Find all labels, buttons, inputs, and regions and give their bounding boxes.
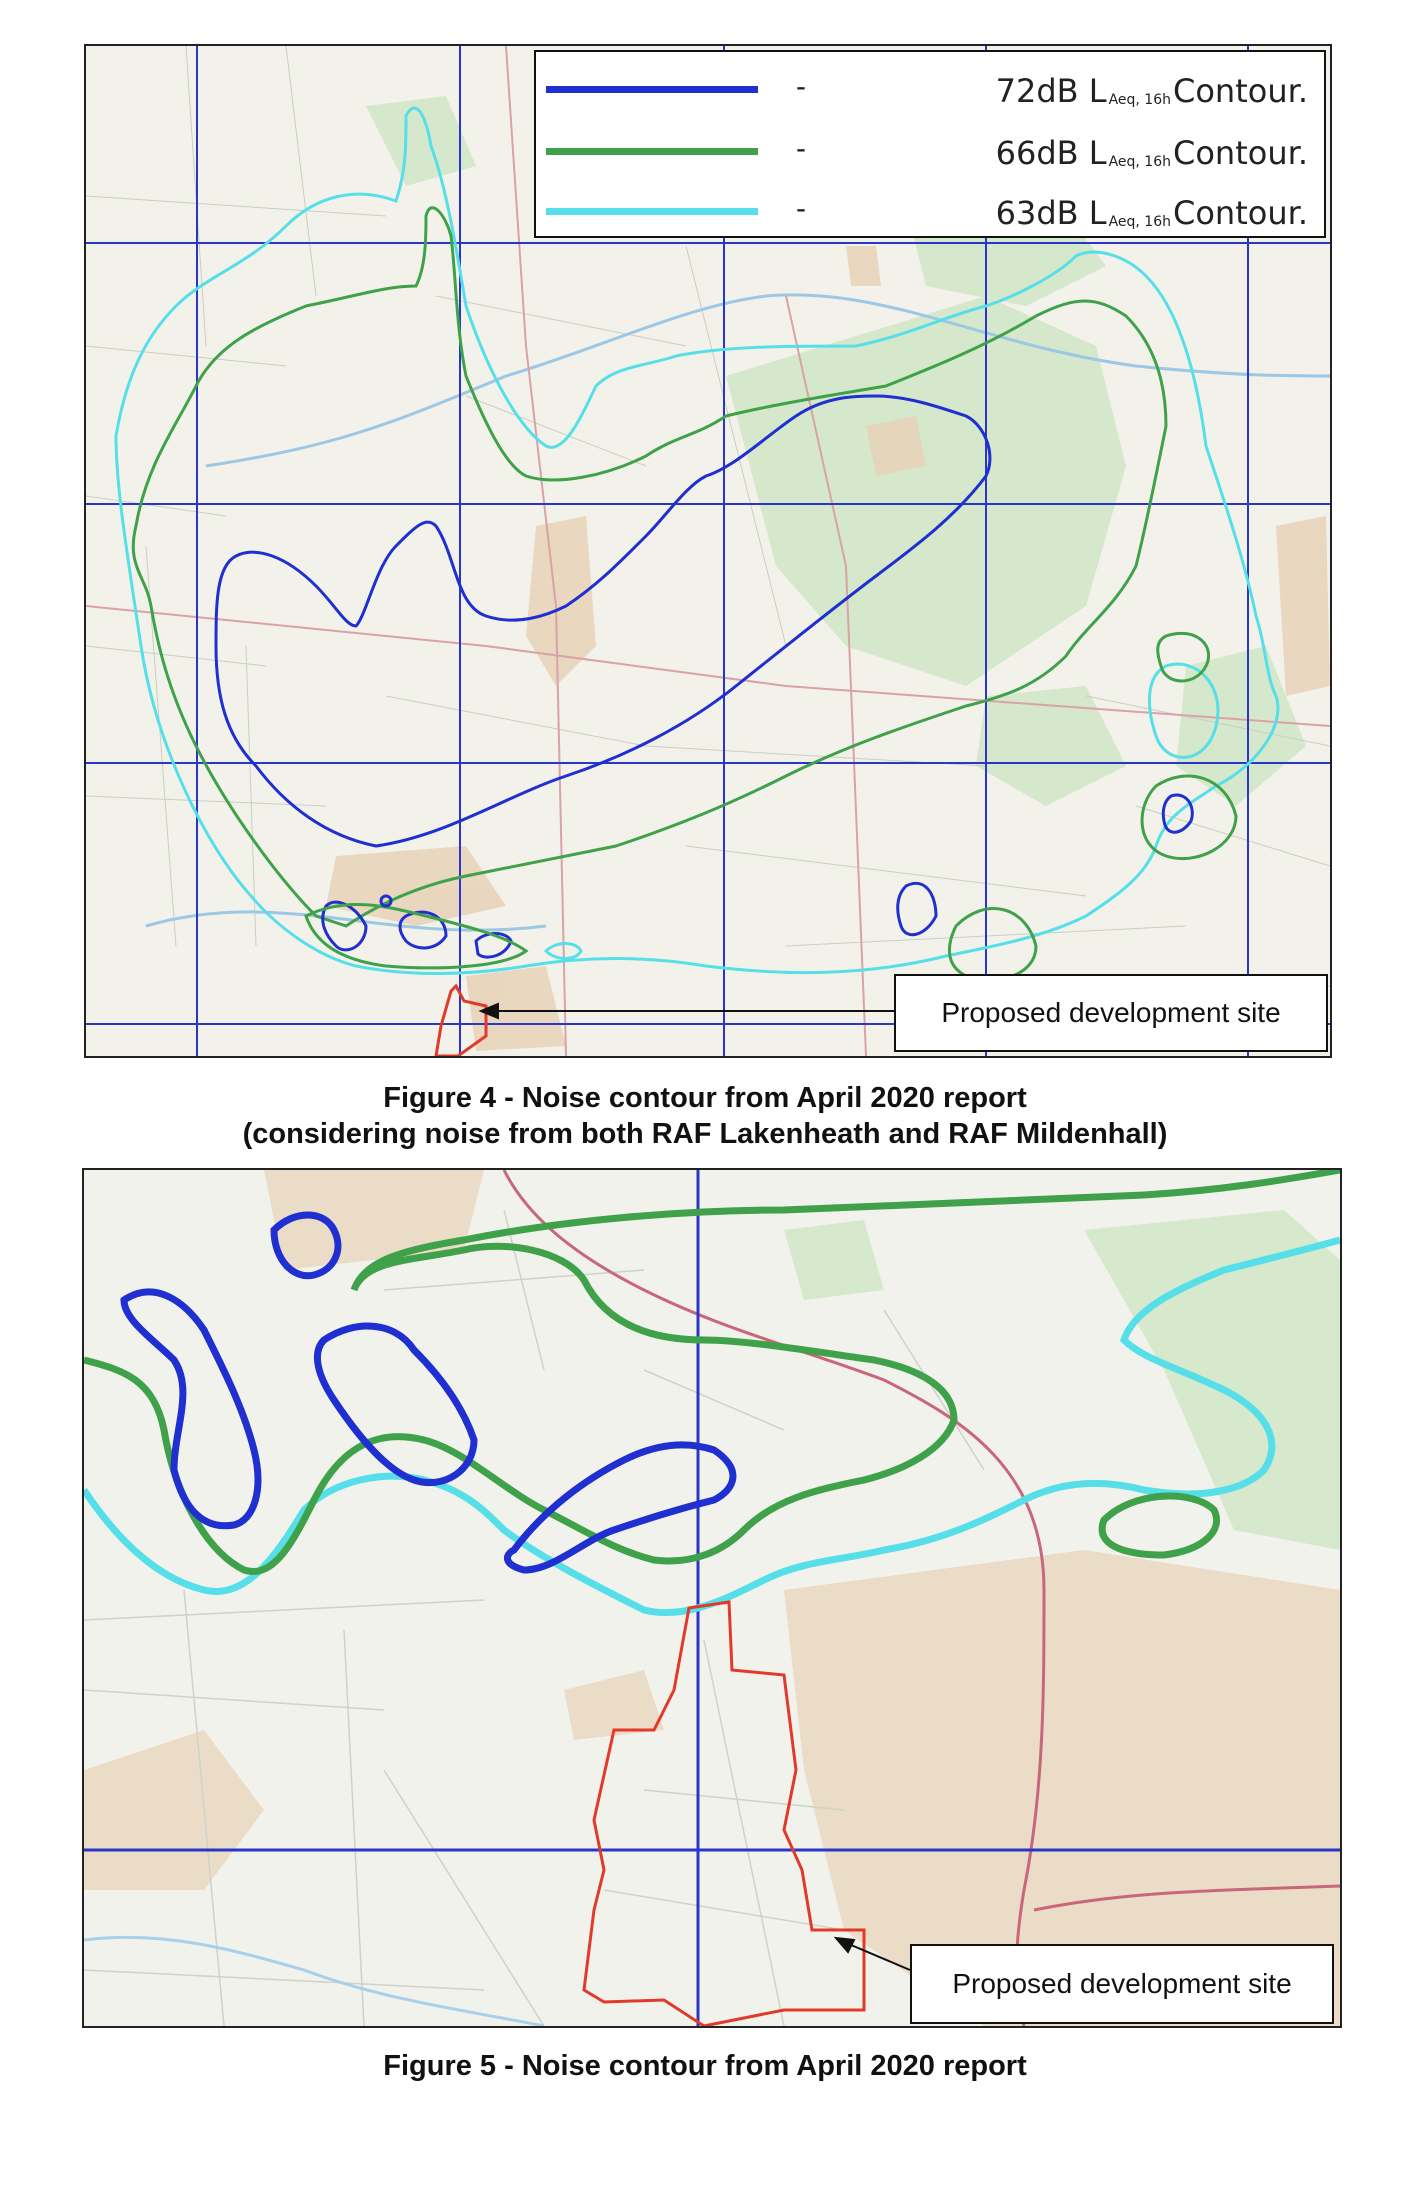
legend-line-66db — [546, 148, 758, 155]
legend-dash: - — [796, 132, 806, 165]
legend-label-66db: 66dB L $_{Aeq, 16h}$Contour. — [995, 134, 1308, 172]
figure4-caption-line2: (considering noise from both RAF Lakenheath and RAF Mildenhall) — [242, 1118, 1168, 1150]
legend-dash: - — [796, 192, 806, 225]
figure5-map-canvas — [84, 1170, 1340, 2026]
legend-label-63db: 63dB L $_{Aeq, 16h}$Contour. — [995, 194, 1308, 232]
figure4-caption-line1: Figure 4 - Noise contour from April 2020 report — [383, 1082, 1027, 1114]
legend-line-72db — [546, 86, 758, 93]
figure4-map — [84, 44, 1332, 1058]
figure5-caption: Figure 5 - Noise contour from April 2020 report — [383, 2050, 1027, 2082]
figure5-callout-label: Proposed development site — [910, 1944, 1334, 2024]
legend-row-63db — [536, 186, 1324, 238]
legend-label-72db: 72dB L $_{Aeq, 16h}$Contour. — [995, 72, 1308, 110]
legend-row-72db — [536, 64, 1324, 116]
figure5-map — [82, 1168, 1342, 2028]
figure4-legend — [534, 50, 1326, 238]
legend-row-66db — [536, 126, 1324, 178]
legend-line-63db — [546, 208, 758, 215]
legend-dash: - — [796, 70, 806, 103]
figure4-callout-label: Proposed development site — [894, 974, 1328, 1052]
